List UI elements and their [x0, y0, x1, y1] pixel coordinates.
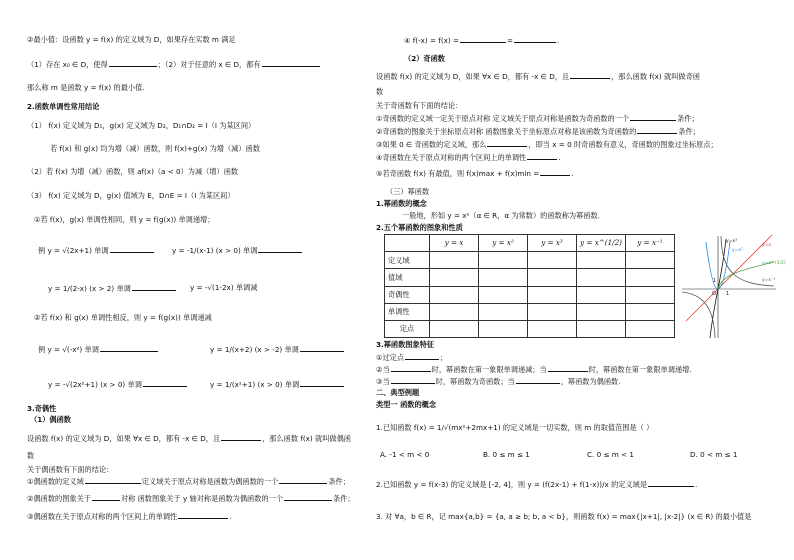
example-1b: y = -1/(x-1) (x > 0) 单调: [172, 246, 303, 254]
example-1a: 例 y = √(2x+1) 单调: [38, 246, 155, 254]
question-1-option-d: D. 0 < m ≤ 1: [690, 450, 738, 459]
mono-rule-3-same: ①若 f(x)，g(x) 单调性相同，则 y = f(g(x)) 单调递增；: [34, 215, 215, 224]
section-heading-examples: 二、典型例题: [376, 388, 420, 397]
mono-rule-3-opposite: ②若 f(x) 和 g(x) 单调性相反，则 y = f(g(x)) 单调递减: [34, 313, 212, 322]
tick-label-x1: 1: [726, 291, 730, 297]
table-row-label: 值域: [385, 269, 430, 286]
question-3: 3. 对 ∀a，b ∈ R，记 max{a,b} = {a, a ≥ b; b, a < b}，则函数 f(x) = max{|x+1|, |x-2|} (x ∈ R) 的最小值是: [376, 512, 752, 521]
odd-conclusion-5: ⑤若奇函数 f(x) 有最值，则 f(x)max + f(x)min = .: [376, 169, 574, 178]
power-graph-features-heading: 3.幂函数图象特征: [376, 340, 435, 349]
graph-label: y=x^(1/2): [762, 261, 786, 266]
example-2a: y = 1/(2-x) (x > 2) 单调: [48, 284, 177, 292]
section-heading-monotonicity: 2.函数单调性常用结论: [27, 102, 100, 111]
question-1-option-a: A. -1 < m < 0: [380, 450, 430, 459]
table-header-row: [385, 235, 675, 252]
even-conclusion-4: ④ f(-x) = f(x) = = .: [404, 36, 560, 45]
example-3a: 例 y = √(-x²) 单调: [38, 345, 159, 353]
odd-conclusions-intro: 关于奇函数有下面的结论：: [376, 101, 463, 110]
odd-conclusion-1: ①奇函数的定义域一定关于原点对称 定义域关于原点对称是函数为奇函数的一个 条件；: [376, 114, 699, 123]
origin-label: O: [712, 291, 716, 297]
mono-rule-2: （2）若 f(x) 为增（减）函数，则 af(x)（a < 0）为减（增）函数: [27, 167, 239, 176]
graph-label: y=x³: [726, 239, 737, 244]
question-1-option-c: C. 0 ≤ m < 1: [587, 450, 634, 459]
tick-label-y1: 1: [713, 278, 717, 284]
table-row: [385, 303, 675, 320]
table-row: [385, 320, 675, 337]
mono-rule-1-detail: 若 f(x) 和 g(x) 均为增（减）函数，则 f(x)+g(x) 为增（减）函数: [50, 144, 260, 153]
section-heading-parity: 3.奇偶性: [27, 404, 57, 413]
table-row: [385, 286, 675, 303]
odd-conclusion-2: ②奇函数的图象关于坐标原点对称 函数图象关于坐标原点对称是该函数为奇函数的 条件；: [376, 127, 700, 136]
graph-label: y=x: [762, 243, 772, 248]
table-header-cell: y = x⁻¹: [626, 235, 675, 252]
even-conclusion-1: ①偶函数的定义域 定义域关于原点对称是函数为偶函数的一个 条件；: [27, 477, 350, 486]
example-2b: y = -√(1-2x) 单调减: [190, 283, 258, 292]
subheading-even-function: （1）偶函数: [30, 415, 71, 424]
power-feature-3: ③当 时，幂函数为奇函数；当 ，幂函数为偶函数.: [376, 377, 621, 386]
graph-label: y=x⁻¹: [762, 278, 776, 283]
question-1: 1.已知函数 f(x) = 1/√(mx²+2mx+1) 的定义域是一切实数，则 m 的取值范围是（ ）: [376, 423, 654, 432]
example-4a: y = -√(2x²+1) (x > 0) 单调: [48, 380, 188, 388]
table-header-cell: y = x²: [479, 235, 528, 252]
even-function-definition: 设函数 f(x) 的定义域为 D，如果 ∀x ∈ D，都有 -x ∈ D，且 ，那么函数 f(x) 就叫做偶函: [27, 434, 351, 443]
power-function-table-heading: 2.五个幂函数的图象和性质: [376, 223, 463, 232]
even-conclusions-intro: 关于偶函数有下面的结论：: [27, 465, 114, 474]
example-3b: y = 1/(x+2) (x > -2) 单调: [210, 345, 345, 353]
section-heading-power-function: （三）幂函数: [386, 187, 430, 196]
power-feature-2: ②当 时，幂函数在第一象限单调递减；当 时，幂函数在第一象限单调递增.: [376, 365, 692, 374]
table-row-label: 奇偶性: [385, 286, 430, 303]
mono-rule-1: （1） f(x) 定义域为 D₁，g(x) 定义域为 D₂，D₁∩D₂ = I（I 为某区间）: [27, 121, 256, 130]
example-type-heading: 类型一 函数的概念: [376, 400, 437, 409]
question-1-option-b: B. 0 ≤ m ≤ 1: [483, 450, 530, 459]
odd-conclusion-3: ③如果 0 ∈ 奇函数的定义域，那么 ，即当 x = 0 时奇函数有意义，奇函数的图象过坐标原点；: [376, 140, 718, 149]
subheading-odd-function: （2）奇函数: [404, 54, 445, 63]
min-value-condition: （1）存在 x₀ ∈ D，使得 ；（2）对于任意的 x ∈ D，都有: [27, 60, 321, 68]
table-row: [385, 269, 675, 286]
mono-rule-3: （3） f(x) 定义域为 D，g(x) 值域为 E，D∩E = I（I 为某区间）: [27, 191, 235, 200]
example-4b: y = 1/(x²+1) (x > 0) 单调: [210, 380, 345, 388]
odd-function-definition-end: 数: [376, 87, 384, 96]
even-function-definition-end: 数: [27, 451, 35, 460]
power-function-table: [384, 234, 675, 338]
table-header-cell: y = x³: [528, 235, 577, 252]
min-value-definition: ②最小值：设函数 y = f(x) 的定义域为 D，如果存在实数 m 满足: [27, 35, 236, 44]
odd-function-definition: 设函数 f(x) 的定义域为 D，如果 ∀x ∈ D，都有 -x ∈ D，且 ，那么函数 f(x) 就叫做奇函: [376, 72, 700, 81]
table-header-cell: y = x: [430, 235, 479, 252]
power-function-definition: 一般地，形如 y = xᵅ（α ∈ R，α 为常数）的函数称为幂函数.: [402, 211, 600, 220]
even-conclusion-3: ③偶函数在关于原点对称的两个区间上的单调性 .: [27, 512, 232, 521]
table-header-cell: y = x^(1/2): [577, 235, 626, 252]
graph-label: y=x²: [732, 248, 743, 253]
odd-conclusion-4: ④奇函数在关于原点对称的两个区间上的单调性 .: [376, 153, 561, 162]
table-row-label: 定义域: [385, 252, 430, 269]
power-feature-1: ①过定点 ；: [376, 353, 448, 362]
power-function-graph: [682, 234, 786, 340]
min-value-conclusion: 那么称 m 是函数 y = f(x) 的最小值.: [27, 83, 145, 92]
table-row-label: 定点: [385, 320, 430, 337]
table-header-cell: [385, 235, 430, 252]
question-2: 2.已知函数 y = f(x-3) 的定义域是 [-2, 4]，则 y = (f(2x-1) + f(1-x))/x 的定义域是 .: [376, 480, 698, 489]
power-function-concept-heading: 1.幂函数的概念: [376, 199, 427, 208]
even-conclusion-2: ②偶函数的图象关于 对称 函数图象关于 y 轴对称是函数为偶函数的一个 条件；: [27, 494, 355, 503]
curve-y-inv-q3: [682, 292, 715, 338]
table-row-label: 单调性: [385, 303, 430, 320]
table-row: [385, 252, 675, 269]
